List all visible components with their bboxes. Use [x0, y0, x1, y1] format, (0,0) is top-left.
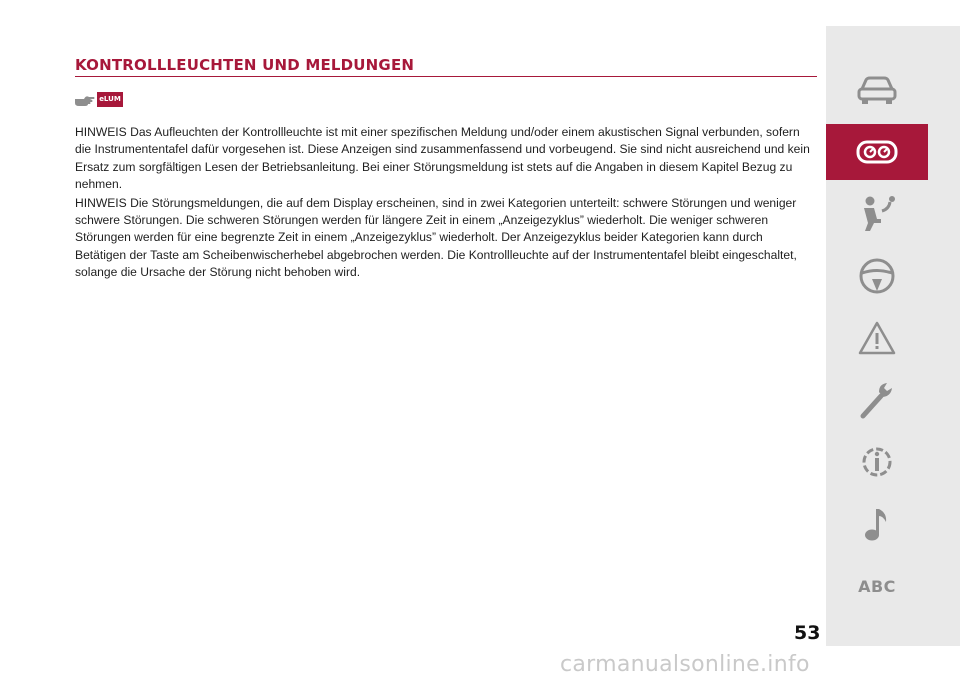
watermark: carmanualsonline.info — [560, 652, 810, 677]
instrument-panel-icon — [856, 139, 898, 165]
wrench-icon — [857, 380, 897, 420]
sidebar-item-maintenance[interactable] — [826, 372, 928, 428]
page-number: 53 — [794, 622, 821, 644]
note-paragraph: HINWEIS Die Störungsmeldungen, die auf dem Display erscheinen, sind in zwei Kategorien unterteilt: schwere Störungen und weniger schwere Störungen. Die schweren Störungen werden für längere Zeit in einem „Anzeigezyklus” wiederholt. Die weniger schweren Störungen werden für eine begrenzte Zeit in einem „Anzeigezyklus” wiederholt. Der Anzeigezyklus beider Kategorien kann durch Betätigen der Taste am Scheibenwischerhebel abgebrochen werden. Die Kontrollleuchte auf der Instrumententafel bleibt eingeschaltet, solange die Ursache der Störung nicht behoben wird. — [75, 195, 797, 280]
title-rule — [75, 76, 817, 77]
note-paragraph: HINWEIS Das Aufleuchten der Kontrollleuchte ist mit einer spezifischen Meldung und/oder einem akustischen Signal verbunden, sofern die Instrumententafel dafür vorgesehen ist. Diese Anzeigen sind zusammenfassend und vorbeugend. Sie sind nicht ausreichend und kein Ersatz zum sorgfältigen Lesen der Betriebsanleitung. Bei einer Störungsmeldung ist stets auf die Angaben in diesem Kapitel Bezug zu nehmen. — [75, 125, 810, 192]
sidebar-item-emergency[interactable] — [826, 310, 928, 366]
body-text — [75, 124, 811, 283]
page-title: KONTROLLLEUCHTEN UND MELDUNGEN — [75, 56, 415, 74]
chapter-sidebar — [826, 26, 960, 646]
sidebar-item-index[interactable] — [826, 558, 928, 614]
airbag-icon — [856, 195, 898, 233]
sidebar-item-safety[interactable] — [826, 186, 928, 242]
car-icon — [856, 75, 898, 105]
pointing-hand-icon — [75, 95, 95, 106]
sidebar-item-multimedia[interactable] — [826, 496, 928, 552]
steering-wheel-icon — [858, 257, 896, 295]
index-icon: ABC — [858, 576, 896, 596]
technical-data-icon — [857, 442, 897, 482]
sidebar-item-technical-data[interactable] — [826, 434, 928, 490]
sidebar-item-driving[interactable] — [826, 248, 928, 304]
reference-badge: eLUM — [97, 92, 123, 107]
music-note-icon — [862, 505, 892, 543]
warning-triangle-icon — [857, 320, 897, 356]
sidebar-item-vehicle[interactable] — [826, 62, 928, 118]
sidebar-item-instruments[interactable] — [826, 124, 928, 180]
